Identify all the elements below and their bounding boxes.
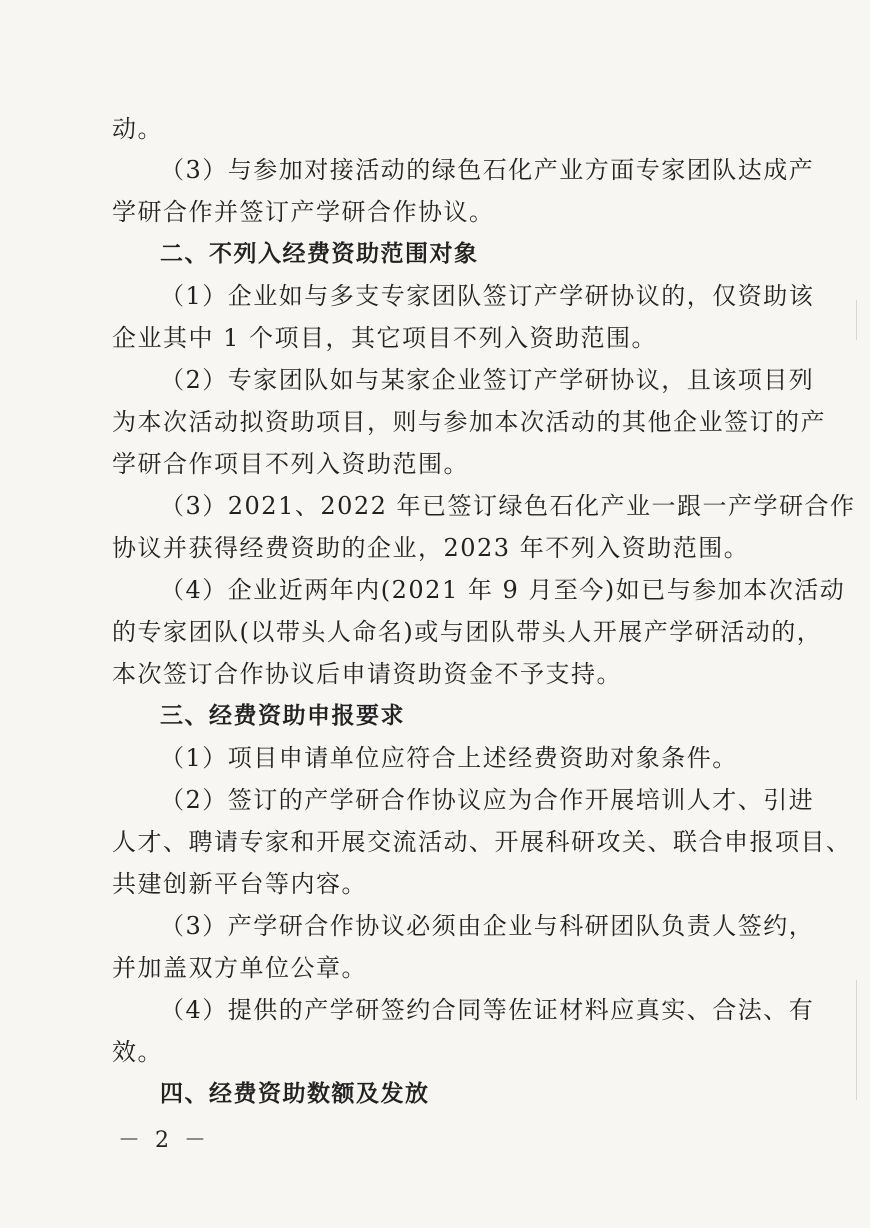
paragraph-line: （2）签订的产学研合作协议应为合作开展培训人才、引进 bbox=[160, 786, 815, 814]
paragraph-line: 企业其中 1 个项目，其它项目不列入资助范围。 bbox=[112, 324, 658, 352]
paragraph-line: 并加盖双方单位公章。 bbox=[112, 954, 367, 982]
paragraph-line: （4）提供的产学研签约合同等佐证材料应真实、合法、有 bbox=[160, 996, 815, 1024]
paragraph-line: （3）2021、2022 年已签订绿色石化产业一跟一产学研合作 bbox=[160, 492, 856, 520]
paragraph-line: （1）项目申请单位应符合上述经费资助对象条件。 bbox=[160, 744, 738, 772]
paragraph-line: 动。 bbox=[112, 115, 163, 143]
paragraph-line: （3）产学研合作协议必须由企业与科研团队负责人签约， bbox=[160, 912, 815, 940]
paragraph-line: （4）企业近两年内(2021 年 9 月至今)如已与参加本次活动 bbox=[160, 576, 846, 604]
section-heading-3: 三、经费资助申报要求 bbox=[160, 703, 405, 729]
scan-artifact bbox=[856, 980, 857, 1100]
paragraph-line: 人才、聘请专家和开展交流活动、开展科研攻关、联合申报项目、 bbox=[112, 828, 852, 856]
scan-artifact bbox=[856, 300, 857, 340]
section-heading-4: 四、经费资助数额及发放 bbox=[160, 1081, 430, 1107]
section-heading-2: 二、不列入经费资助范围对象 bbox=[160, 241, 479, 267]
paragraph-line: 效。 bbox=[112, 1038, 163, 1066]
paragraph-line: 协议并获得经费资助的企业，2023 年不列入资助范围。 bbox=[112, 534, 750, 562]
paragraph-line: （3）与参加对接活动的绿色石化产业方面专家团队达成产 bbox=[160, 156, 815, 184]
paragraph-line: 学研合作并签订产学研合作协议。 bbox=[112, 198, 495, 226]
paragraph-line: 学研合作项目不列入资助范围。 bbox=[112, 450, 469, 478]
paragraph-line: 为本次活动拟资助项目，则与参加本次活动的其他企业签订的产 bbox=[112, 408, 826, 436]
page-number: － 2 － bbox=[118, 1128, 210, 1153]
paragraph-line: 本次签订合作协议后申请资助资金不予支持。 bbox=[112, 660, 622, 688]
paragraph-line: 共建创新平台等内容。 bbox=[112, 870, 367, 898]
paragraph-line: 的专家团队(以带头人命名)或与团队带头人开展产学研活动的， bbox=[112, 618, 823, 646]
paragraph-line: （2）专家团队如与某家企业签订产学研协议，且该项目列 bbox=[160, 366, 815, 394]
paragraph-line: （1）企业如与多支专家团队签订产学研协议的，仅资助该 bbox=[160, 282, 815, 310]
